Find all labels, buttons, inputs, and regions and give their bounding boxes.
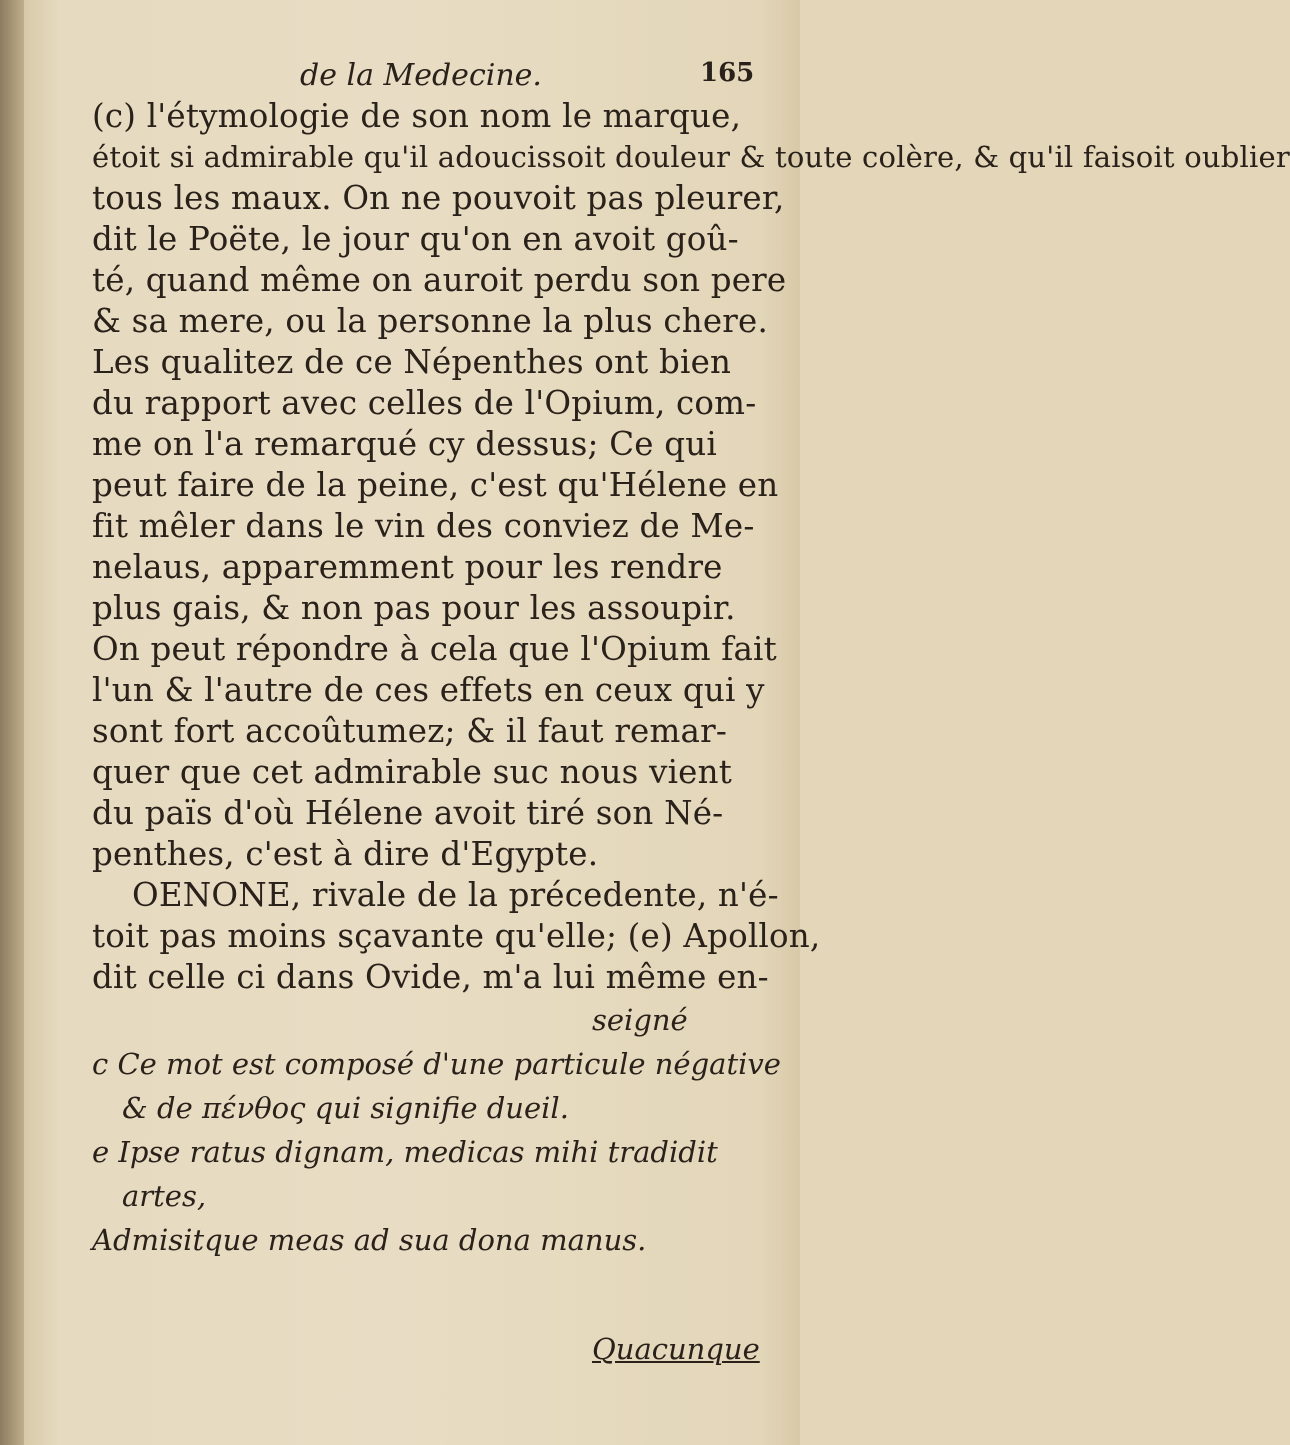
footnote-line: artes, (122, 1179, 207, 1213)
text-line: (c) l'étymologie de son nom le marque, (92, 97, 742, 135)
text-line: dit le Poëte, le jour qu'on en avoit goû- (92, 220, 739, 258)
footnote-line: c Ce mot est composé d'une particule négative (92, 1047, 781, 1081)
text-line: toit pas moins sçavante qu'elle; (e) Apollon, (92, 917, 821, 955)
text-line: penthes, c'est à dire d'Egypte. (92, 835, 599, 873)
text-line: peut faire de la peine, c'est qu'Hélene en (92, 466, 779, 504)
text-line: On peut répondre à cela que l'Opium fait (92, 630, 777, 668)
text-line: du rapport avec celles de l'Opium, com- (92, 384, 757, 422)
catchword: Quacunque (592, 1332, 760, 1366)
page-number: 165 (700, 58, 755, 88)
text-line: OENONE, rivale de la précedente, n'é- (132, 876, 779, 914)
text-line: dit celle ci dans Ovide, m'a lui même en- (92, 958, 769, 996)
footnote-line: Admisitque meas ad sua dona manus. (92, 1223, 647, 1257)
text-line: étoit si admirable qu'il adoucissoit douleur & toute colère, & qu'il faisoit oublier (92, 140, 1290, 174)
footnote-line: & de πένθος qui signifie dueil. (122, 1091, 569, 1125)
text-line: tous les maux. On ne pouvoit pas pleurer, (92, 179, 785, 217)
text-line: nelaus, apparemment pour les rendre (92, 548, 723, 586)
running-title: de la Medecine. (300, 58, 542, 93)
text-line: quer que cet admirable suc nous vient (92, 753, 732, 791)
body-text (92, 96, 1290, 1262)
text-line: l'un & l'autre de ces effets en ceux qui y (92, 671, 765, 709)
text-line: fit mêler dans le vin des conviez de Me- (92, 507, 755, 545)
text-line: du païs d'où Hélene avoit tiré son Né- (92, 794, 724, 832)
text-line: & sa mere, ou la personne la plus chere. (92, 302, 769, 340)
text-line: me on l'a remarqué cy dessus; Ce qui (92, 425, 717, 463)
text-line: té, quand même on auroit perdu son pere (92, 261, 787, 299)
footnote-line: seigné (592, 1003, 688, 1037)
footnote-line: e Ipse ratus dignam, medicas mihi tradidit (92, 1135, 718, 1169)
text-line: plus gais, & non pas pour les assoupir. (92, 589, 736, 627)
text-line: sont fort accoûtumez; & il faut remar- (92, 712, 728, 750)
page-gutter (0, 0, 24, 1445)
text-line: Les qualitez de ce Népenthes ont bien (92, 343, 732, 381)
